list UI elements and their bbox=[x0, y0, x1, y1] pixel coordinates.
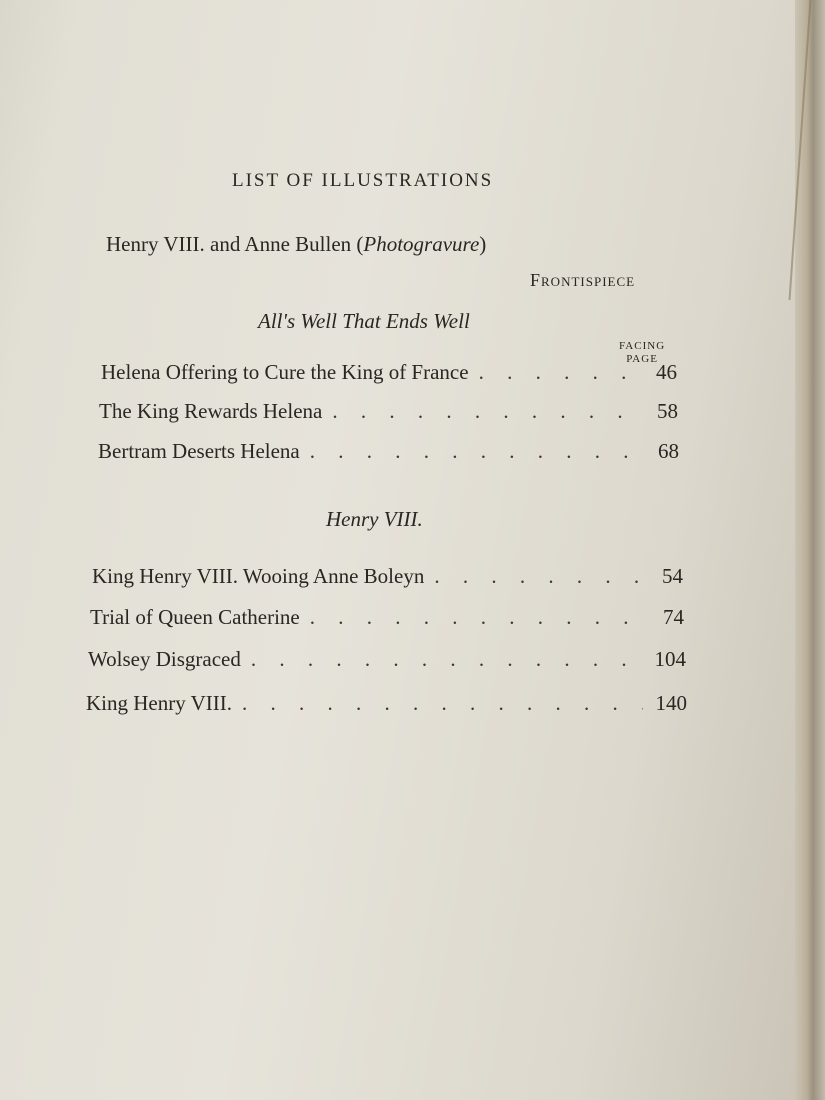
item-page: 58 bbox=[657, 399, 678, 423]
facing-label: FACING bbox=[619, 340, 666, 352]
section-title: Henry VIII. bbox=[326, 507, 423, 531]
dot-leader bbox=[322, 399, 634, 424]
list-item bbox=[101, 360, 677, 385]
item-label: The King Rewards Helena bbox=[99, 399, 323, 423]
list-item bbox=[86, 691, 687, 716]
dot-leader bbox=[300, 605, 640, 630]
frontispiece-title: Henry VIII. and Anne Bullen bbox=[106, 232, 352, 256]
dot-leader bbox=[300, 439, 635, 464]
item-page: 68 bbox=[658, 439, 679, 463]
frontispiece-entry: Henry VIII. and Anne Bullen (Photogravure) bbox=[106, 232, 487, 256]
page-heading: LIST OF ILLUSTRATIONS bbox=[232, 170, 494, 191]
list-item bbox=[92, 564, 683, 589]
page-label: PAGE bbox=[626, 353, 658, 365]
frontispiece-label: Frontispiece bbox=[530, 270, 636, 290]
item-label: King Henry VIII. Wooing Anne Boleyn bbox=[92, 564, 425, 588]
list-item bbox=[88, 647, 686, 672]
dot-leader bbox=[424, 564, 639, 589]
item-label: Helena Offering to Cure the King of France bbox=[101, 360, 469, 384]
item-label: Trial of Queen Catherine bbox=[90, 605, 300, 629]
item-page: 54 bbox=[662, 564, 683, 588]
item-page: 74 bbox=[663, 605, 684, 629]
section-title: All's Well That Ends Well bbox=[258, 309, 470, 333]
item-page: 46 bbox=[656, 360, 677, 384]
item-page: 104 bbox=[654, 647, 686, 671]
list-item bbox=[99, 399, 678, 424]
list-item bbox=[90, 605, 684, 630]
dot-leader bbox=[469, 360, 633, 385]
dot-leader bbox=[241, 647, 642, 672]
item-label: King Henry VIII. bbox=[86, 691, 232, 715]
item-page: 140 bbox=[655, 691, 687, 715]
list-item bbox=[98, 439, 679, 464]
dot-leader bbox=[232, 691, 643, 716]
item-label: Wolsey Disgraced bbox=[88, 647, 241, 671]
frontispiece-note: Photogravure bbox=[363, 232, 480, 256]
item-label: Bertram Deserts Helena bbox=[98, 439, 300, 463]
